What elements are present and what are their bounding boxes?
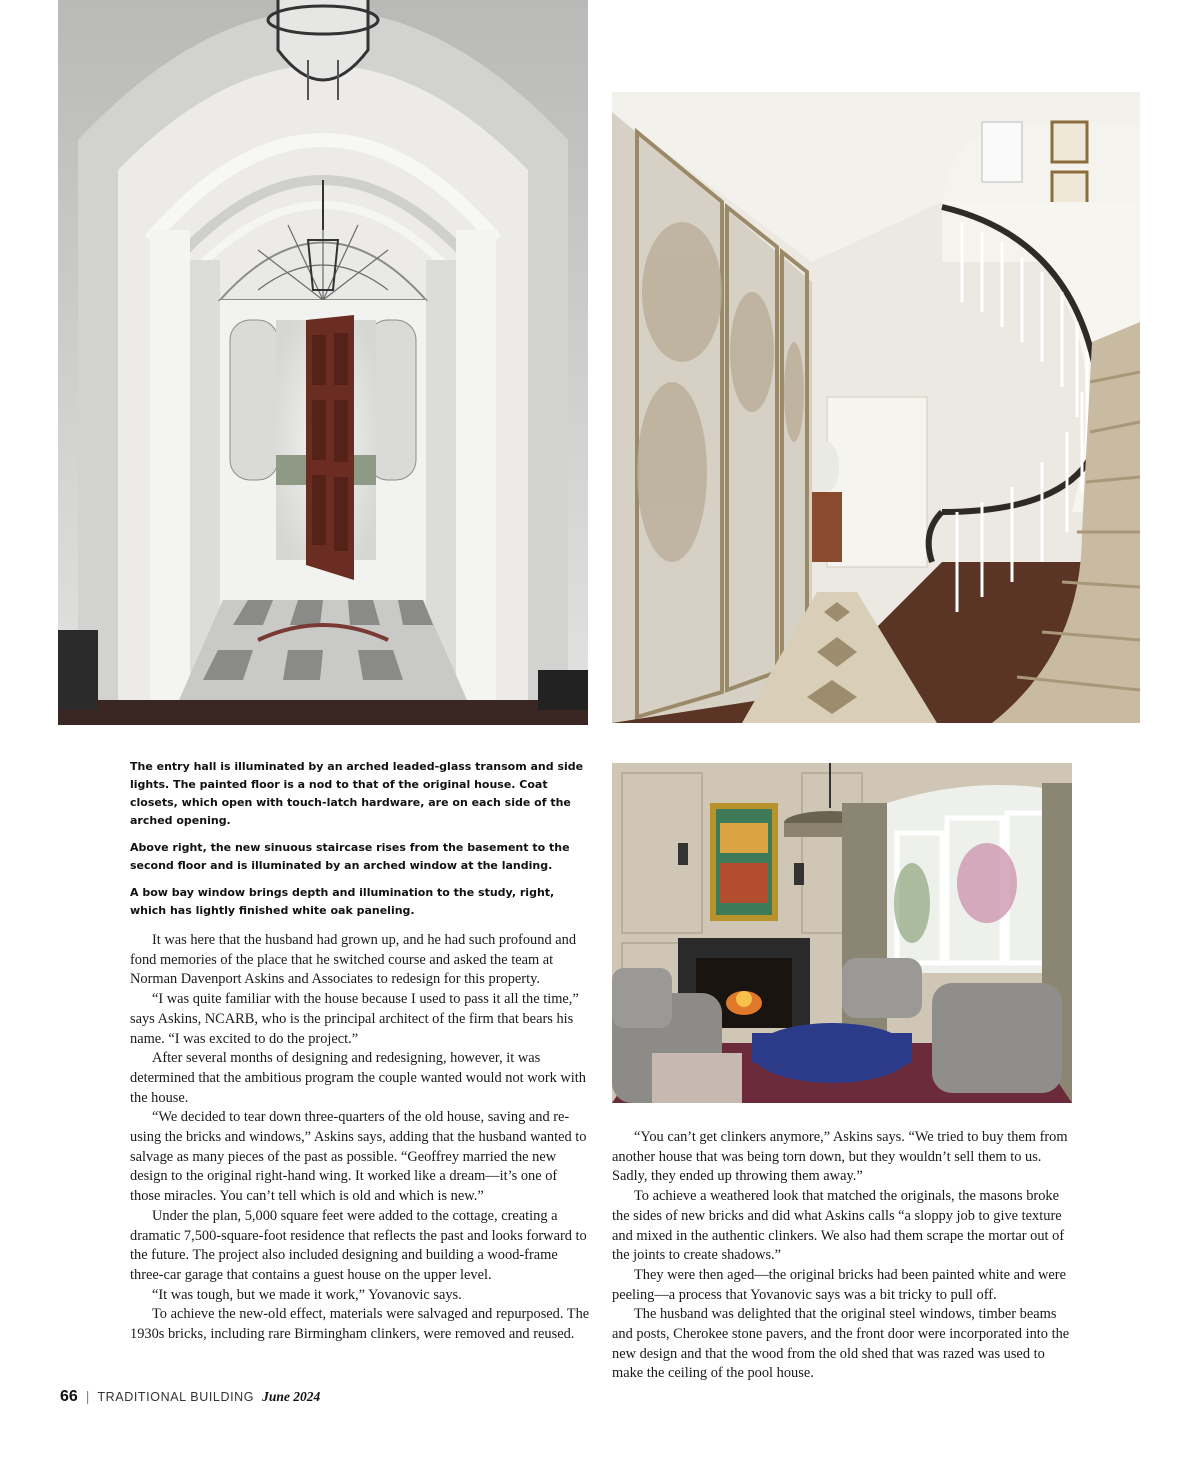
- issue-date: June 2024: [262, 1389, 321, 1404]
- paragraph: Under the plan, 5,000 square feet were added to the cottage, creating a dramatic 7,500-square-foot residence that reflects the past and looks forward to the future. The project also included designing and building a wood-frame three-car garage that contains a guest house on the upper level.: [130, 1207, 587, 1283]
- paragraph: To achieve a weathered look that matched the originals, the masons broke the sides of new bricks and did what Askins calls “a sloppy job to give texture and mixed in the authentic clinkers. We also had them scrape the mortar out of the joints to create shadows.”: [612, 1188, 1065, 1264]
- paragraph: “We decided to tear down three-quarters of the old house, saving and re-using the bricks and windows,” Askins says, adding that the husband wanted to salvage as many pieces of the past as possible. “Geoffrey married the new design to the original right-hand wing. It worked like a dream—it’s one of those miracles. You can’t tell which is old and which is new.”: [130, 1109, 587, 1205]
- magazine-name: TRADITIONAL BUILDING: [97, 1390, 255, 1404]
- paragraph: “I was quite familiar with the house because I used to pass it all the time,” says Askins, NCARB, who is the principal architect of the firm that bears his name. “I was excited to do the project.”: [130, 991, 579, 1047]
- page-number: 66: [60, 1388, 78, 1405]
- paragraph: “You can’t get clinkers anymore,” Askins says. “We tried to buy them from another house that was being torn down, but they wouldn’t sell them to us. Sadly, they ended up throwing them away.”: [612, 1129, 1068, 1185]
- paragraph: “It was tough, but we made it work,” Yovanovic says.: [152, 1286, 462, 1303]
- paragraph: It was here that the husband had grown up, and he had such profound and fond memories of the place that he switched course and asked the team at Norman Davenport Askins and Associates to redesign for this property.: [130, 932, 577, 988]
- staircase-photo: [612, 92, 1140, 723]
- paragraph: To achieve the new-old effect, materials were salvaged and repurposed. The 1930s bricks, including rare Birmingham clinkers, were removed and reused.: [130, 1306, 590, 1343]
- photo-captions: [130, 758, 590, 929]
- entry-hall-photo: [58, 0, 588, 725]
- study-photo: [612, 763, 1072, 1103]
- paragraph: The husband was delighted that the original steel windows, timber beams and posts, Cherokee stone pavers, and the front door were incorporated into the new design and that the wood from the old shed that was razed was used to make the ceiling of the pool house.: [612, 1306, 1070, 1382]
- caption-study: A bow bay window brings depth and illumination to the study, right, which has lightly finished white oak paneling.: [130, 886, 555, 917]
- caption-staircase: Above right, the new sinuous staircase rises from the basement to the second floor and is illuminated by an arched window at the landing.: [130, 841, 570, 872]
- caption-entry-hall: The entry hall is illuminated by an arched leaded-glass transom and side lights. The painted floor is a nod to that of the original house. Coat closets, which open with touch-latch hardware, are on each side of the arched opening.: [130, 760, 584, 827]
- folio-separator: |: [85, 1388, 90, 1404]
- paragraph: They were then aged—the original bricks had been painted white and were peeling—a process that Yovanovic says was a bit tricky to pull off.: [612, 1266, 1066, 1303]
- body-left-column: [130, 931, 590, 1345]
- paragraph: After several months of designing and redesigning, however, it was determined that the ambitious program the couple wanted would not work with the house.: [130, 1050, 586, 1106]
- page-folio: [60, 1388, 320, 1406]
- body-right-column: [612, 1128, 1072, 1384]
